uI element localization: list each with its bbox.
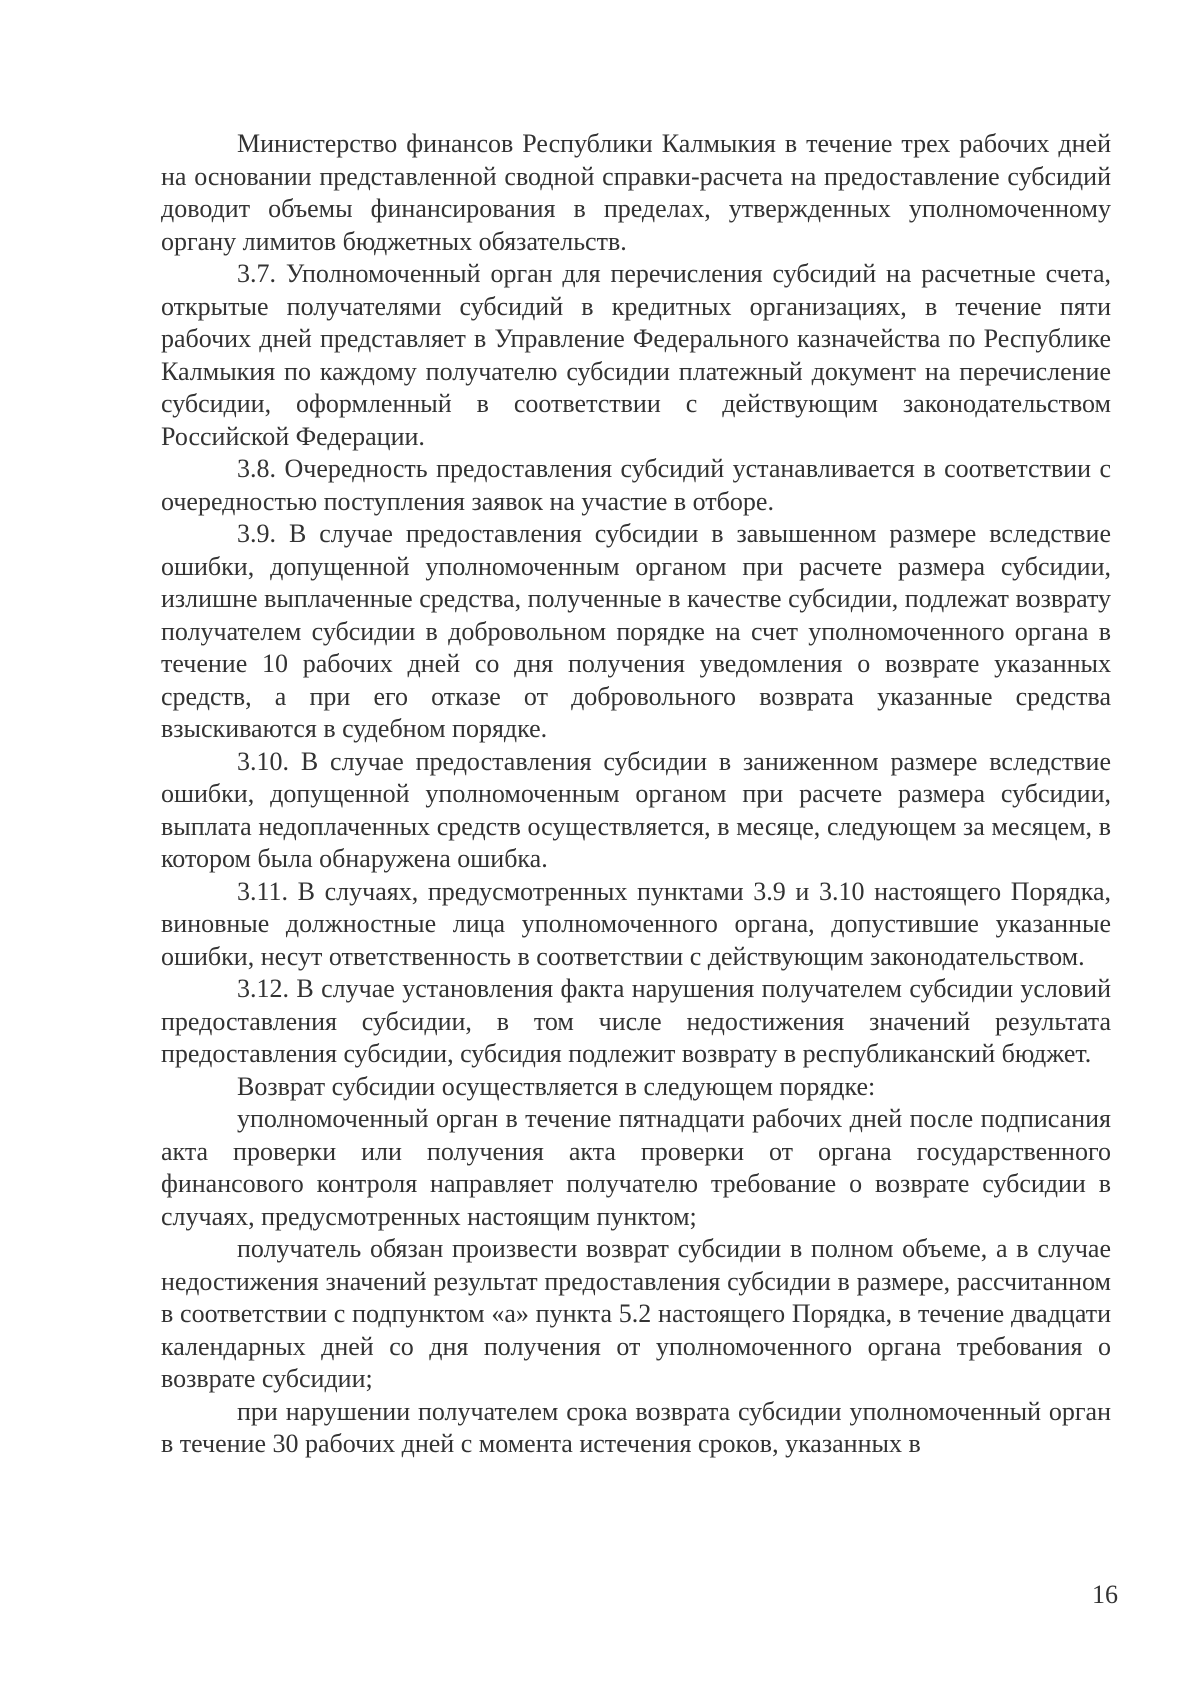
- page-number: 16: [1092, 1580, 1118, 1609]
- paragraph-violation-deadline: при нарушении получателем срока возврата субсидии уполномоченный орган в течение 30 рабочих дней с момента истечения сроков, указанных в: [161, 1396, 1111, 1458]
- paragraph-authority-demand: уполномоченный орган в течение пятнадцати рабочих дней после подписания акта проверки или получения акта проверки от органа государственного финансового контроля направляет получателю требование о возврате субсидии в случаях, предусмотренных настоящим пунктом;: [161, 1104, 1111, 1231]
- paragraph-3-8: 3.8. Очередность предоставления субсидий устанавливается в соответствии с очередностью поступления заявок на участие в отборе.: [161, 454, 1111, 516]
- paragraph-3-7: 3.7. Уполномоченный орган для перечисления субсидий на расчетные счета, открытые получателями субсидий в кредитных организациях, в течение пяти рабочих дней представляет в Управление Федерального казначейства по Республике Калмыкия по каждому получателю субсидии платежный документ на перечисление субсидии, оформленный в соответствии с действующим законодательством Российской Федерации.: [161, 259, 1111, 451]
- paragraph-3-11: 3.11. В случаях, предусмотренных пунктами 3.9 и 3.10 настоящего Порядка, виновные должностные лица уполномоченного органа, допустившие указанные ошибки, несут ответственность в соответствии с действующим законодательством.: [161, 876, 1111, 971]
- paragraph-3-10: 3.10. В случае предоставления субсидии в заниженном размере вследствие ошибки, допущенной уполномоченным органом при расчете размера субсидии, выплата недоплаченных средств осуществляется, в месяце, следующем за месяцем, в котором была обнаружена ошибка.: [161, 746, 1111, 873]
- paragraph-3-9: 3.9. В случае предоставления субсидии в завышенном размере вследствие ошибки, допущенной уполномоченным органом при расчете размера субсидии, излишне выплаченные средства, полученные в качестве субсидии, подлежат возврату получателем субсидии в добровольном порядке на счет уполномоченного органа в течение 10 рабочих дней со дня получения уведомления о возврате указанных средств, а при его отказе от добровольного возврата указанные средства взыскиваются в судебном порядке.: [161, 519, 1111, 743]
- paragraph-ministry-funding: Министерство финансов Республики Калмыкия в течение трех рабочих дней на основании представленной сводной справки-расчета на предоставление субсидий доводит объемы финансирования в пределах, утвержденных уполномоченному органу лимитов бюджетных обязательств.: [161, 129, 1111, 256]
- paragraph-return-procedure: Возврат субсидии осуществляется в следующем порядке:: [237, 1071, 876, 1101]
- paragraph-recipient-obligation: получатель обязан произвести возврат субсидии в полном объеме, а в случае недостижения значений результат предоставления субсидии в размере, рассчитанном в соответствии с подпунктом «а» пункта 5.2 настоящего Порядка, в течение двадцати календарных дней со дня получения от уполномоченного органа требования о возврате субсидии;: [161, 1234, 1111, 1393]
- paragraph-3-12: 3.12. В случае установления факта нарушения получателем субсидии условий предоставления субсидии, в том числе недостижения значений результата предоставления субсидии, субсидия подлежит возврату в республиканский бюджет.: [161, 974, 1111, 1068]
- document-body: [161, 128, 1111, 1461]
